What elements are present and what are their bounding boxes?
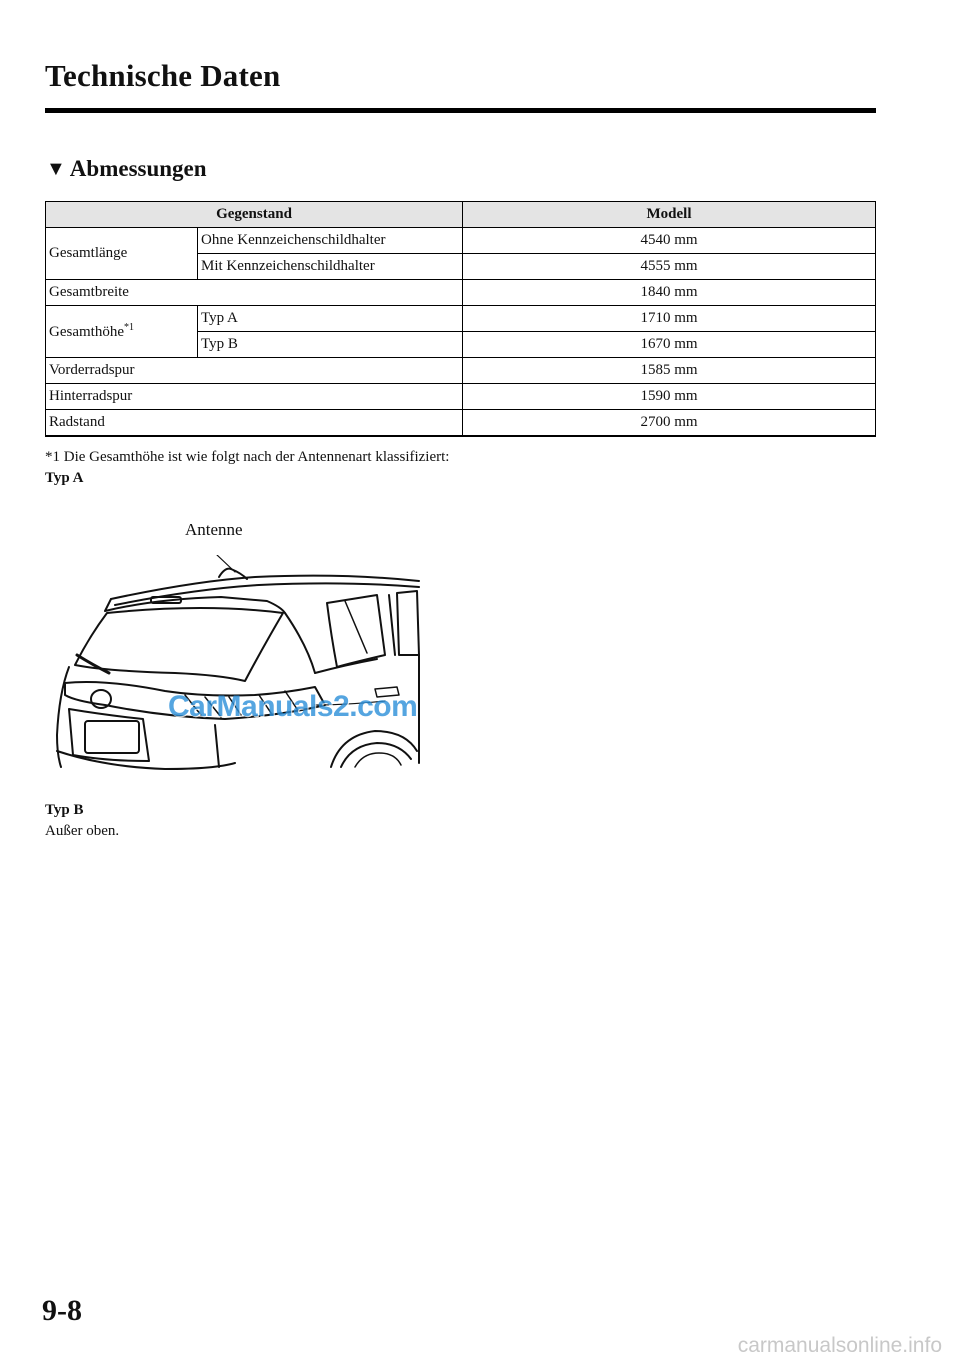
header-modell: Modell	[463, 202, 876, 228]
table-row	[46, 358, 876, 384]
row-label: Radstand	[46, 410, 463, 437]
row-sublabel: Typ A	[198, 306, 463, 332]
typ-b-heading: Typ B	[45, 802, 84, 818]
header-gegenstand: Gegenstand	[46, 202, 463, 228]
dimensions-table	[45, 201, 876, 437]
row-label: Gesamtlänge	[46, 228, 198, 280]
row-label: Vorderradspur	[46, 358, 463, 384]
table-row	[46, 228, 876, 254]
row-value: 1710 mm	[463, 306, 876, 332]
footer-watermark: carmanualsonline.info	[737, 1334, 942, 1357]
row-label-cell	[46, 306, 198, 358]
triangle-down-icon: ▼	[46, 157, 66, 180]
footnote: *1 Die Gesamthöhe ist wie folgt nach der Antennenart klassifiziert:	[45, 449, 450, 465]
watermark: CarManuals2.com	[168, 690, 418, 723]
footnote-ref: *1	[123, 322, 134, 333]
row-value: 4540 mm	[463, 228, 876, 254]
row-value: 2700 mm	[463, 410, 876, 437]
antenna-label: Antenne	[185, 520, 243, 539]
typ-b-text: Außer oben.	[45, 823, 120, 839]
row-value: 1670 mm	[463, 332, 876, 358]
row-value: 1840 mm	[463, 280, 876, 306]
chapter-rule	[45, 108, 876, 113]
table-row	[46, 280, 876, 306]
row-sublabel: Ohne Kennzeichenschildhalter	[198, 228, 463, 254]
page-number: 9-8	[42, 1294, 82, 1327]
table-row	[46, 306, 876, 332]
row-label: Hinterradspur	[46, 384, 463, 410]
table-header-row	[46, 202, 876, 228]
row-sublabel: Mit Kennzeichenschildhalter	[198, 254, 463, 280]
typ-a-heading: Typ A	[45, 470, 84, 486]
row-value: 1590 mm	[463, 384, 876, 410]
section-heading-text: Abmessungen	[69, 156, 207, 181]
row-label: Gesamtbreite	[46, 280, 463, 306]
row-value: 4555 mm	[463, 254, 876, 280]
car-rear-illustration	[45, 555, 425, 775]
chapter-title: Technische Daten	[45, 58, 281, 93]
section-heading	[46, 156, 207, 182]
row-value: 1585 mm	[463, 358, 876, 384]
row-sublabel: Typ B	[198, 332, 463, 358]
table-row	[46, 410, 876, 437]
row-label: Gesamthöhe	[49, 324, 124, 340]
table-row	[46, 384, 876, 410]
